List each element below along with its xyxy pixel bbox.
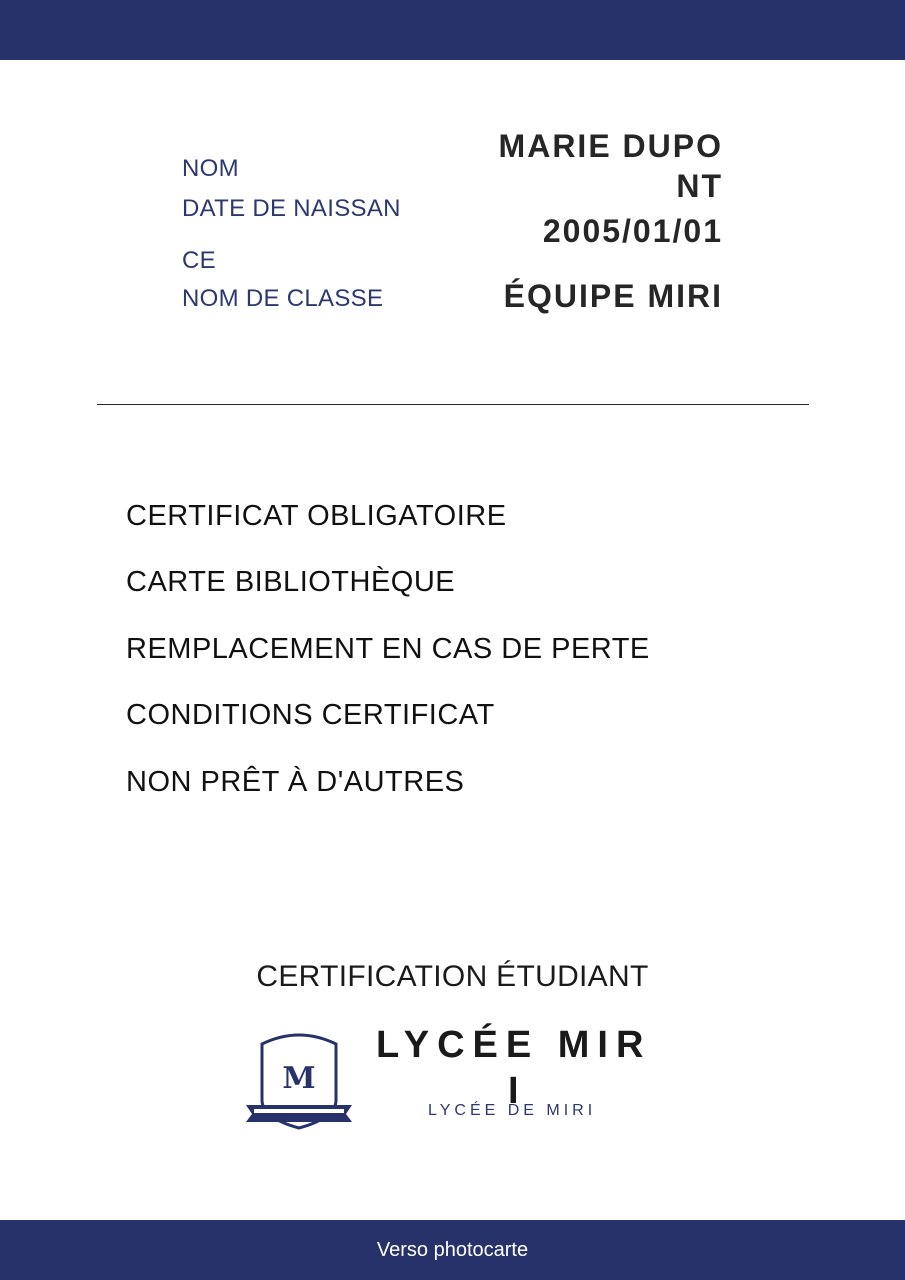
school-name-line1: LYCÉE MIR xyxy=(376,1024,652,1066)
rule-item: CERTIFICAT OBLIGATOIRE xyxy=(126,500,507,532)
school-subtitle: LYCÉE DE MIRI xyxy=(428,1102,597,1119)
value-name-line2: NT xyxy=(676,168,723,204)
label-class: NOM DE CLASSE xyxy=(182,285,384,312)
rule-item: NON PRÊT À D'AUTRES xyxy=(126,766,465,798)
crest-letter: M xyxy=(282,1061,316,1096)
rule-item: CARTE BIBLIOTHÈQUE xyxy=(126,566,456,598)
label-name: NOM xyxy=(182,155,239,182)
value-name-line1: MARIE DUPO xyxy=(498,128,723,164)
rule-item: REMPLACEMENT EN CAS DE PERTE xyxy=(126,633,650,665)
value-birth-date: 2005/01/01 xyxy=(542,213,723,249)
certification-heading: CERTIFICATION ÉTUDIANT xyxy=(256,960,649,993)
school-name-line2: I xyxy=(508,1070,519,1112)
shield-crest-icon xyxy=(242,1030,356,1130)
footer-caption: Verso photocarte xyxy=(0,1220,905,1280)
label-birth-date-line2: CE xyxy=(182,247,216,274)
rule-item: CONDITIONS CERTIFICAT xyxy=(126,699,495,731)
top-banner xyxy=(0,0,905,60)
label-birth-date-line1: DATE DE NAISSAN xyxy=(182,195,401,222)
section-divider xyxy=(97,404,809,405)
value-class-name: ÉQUIPE MIRI xyxy=(503,278,723,314)
